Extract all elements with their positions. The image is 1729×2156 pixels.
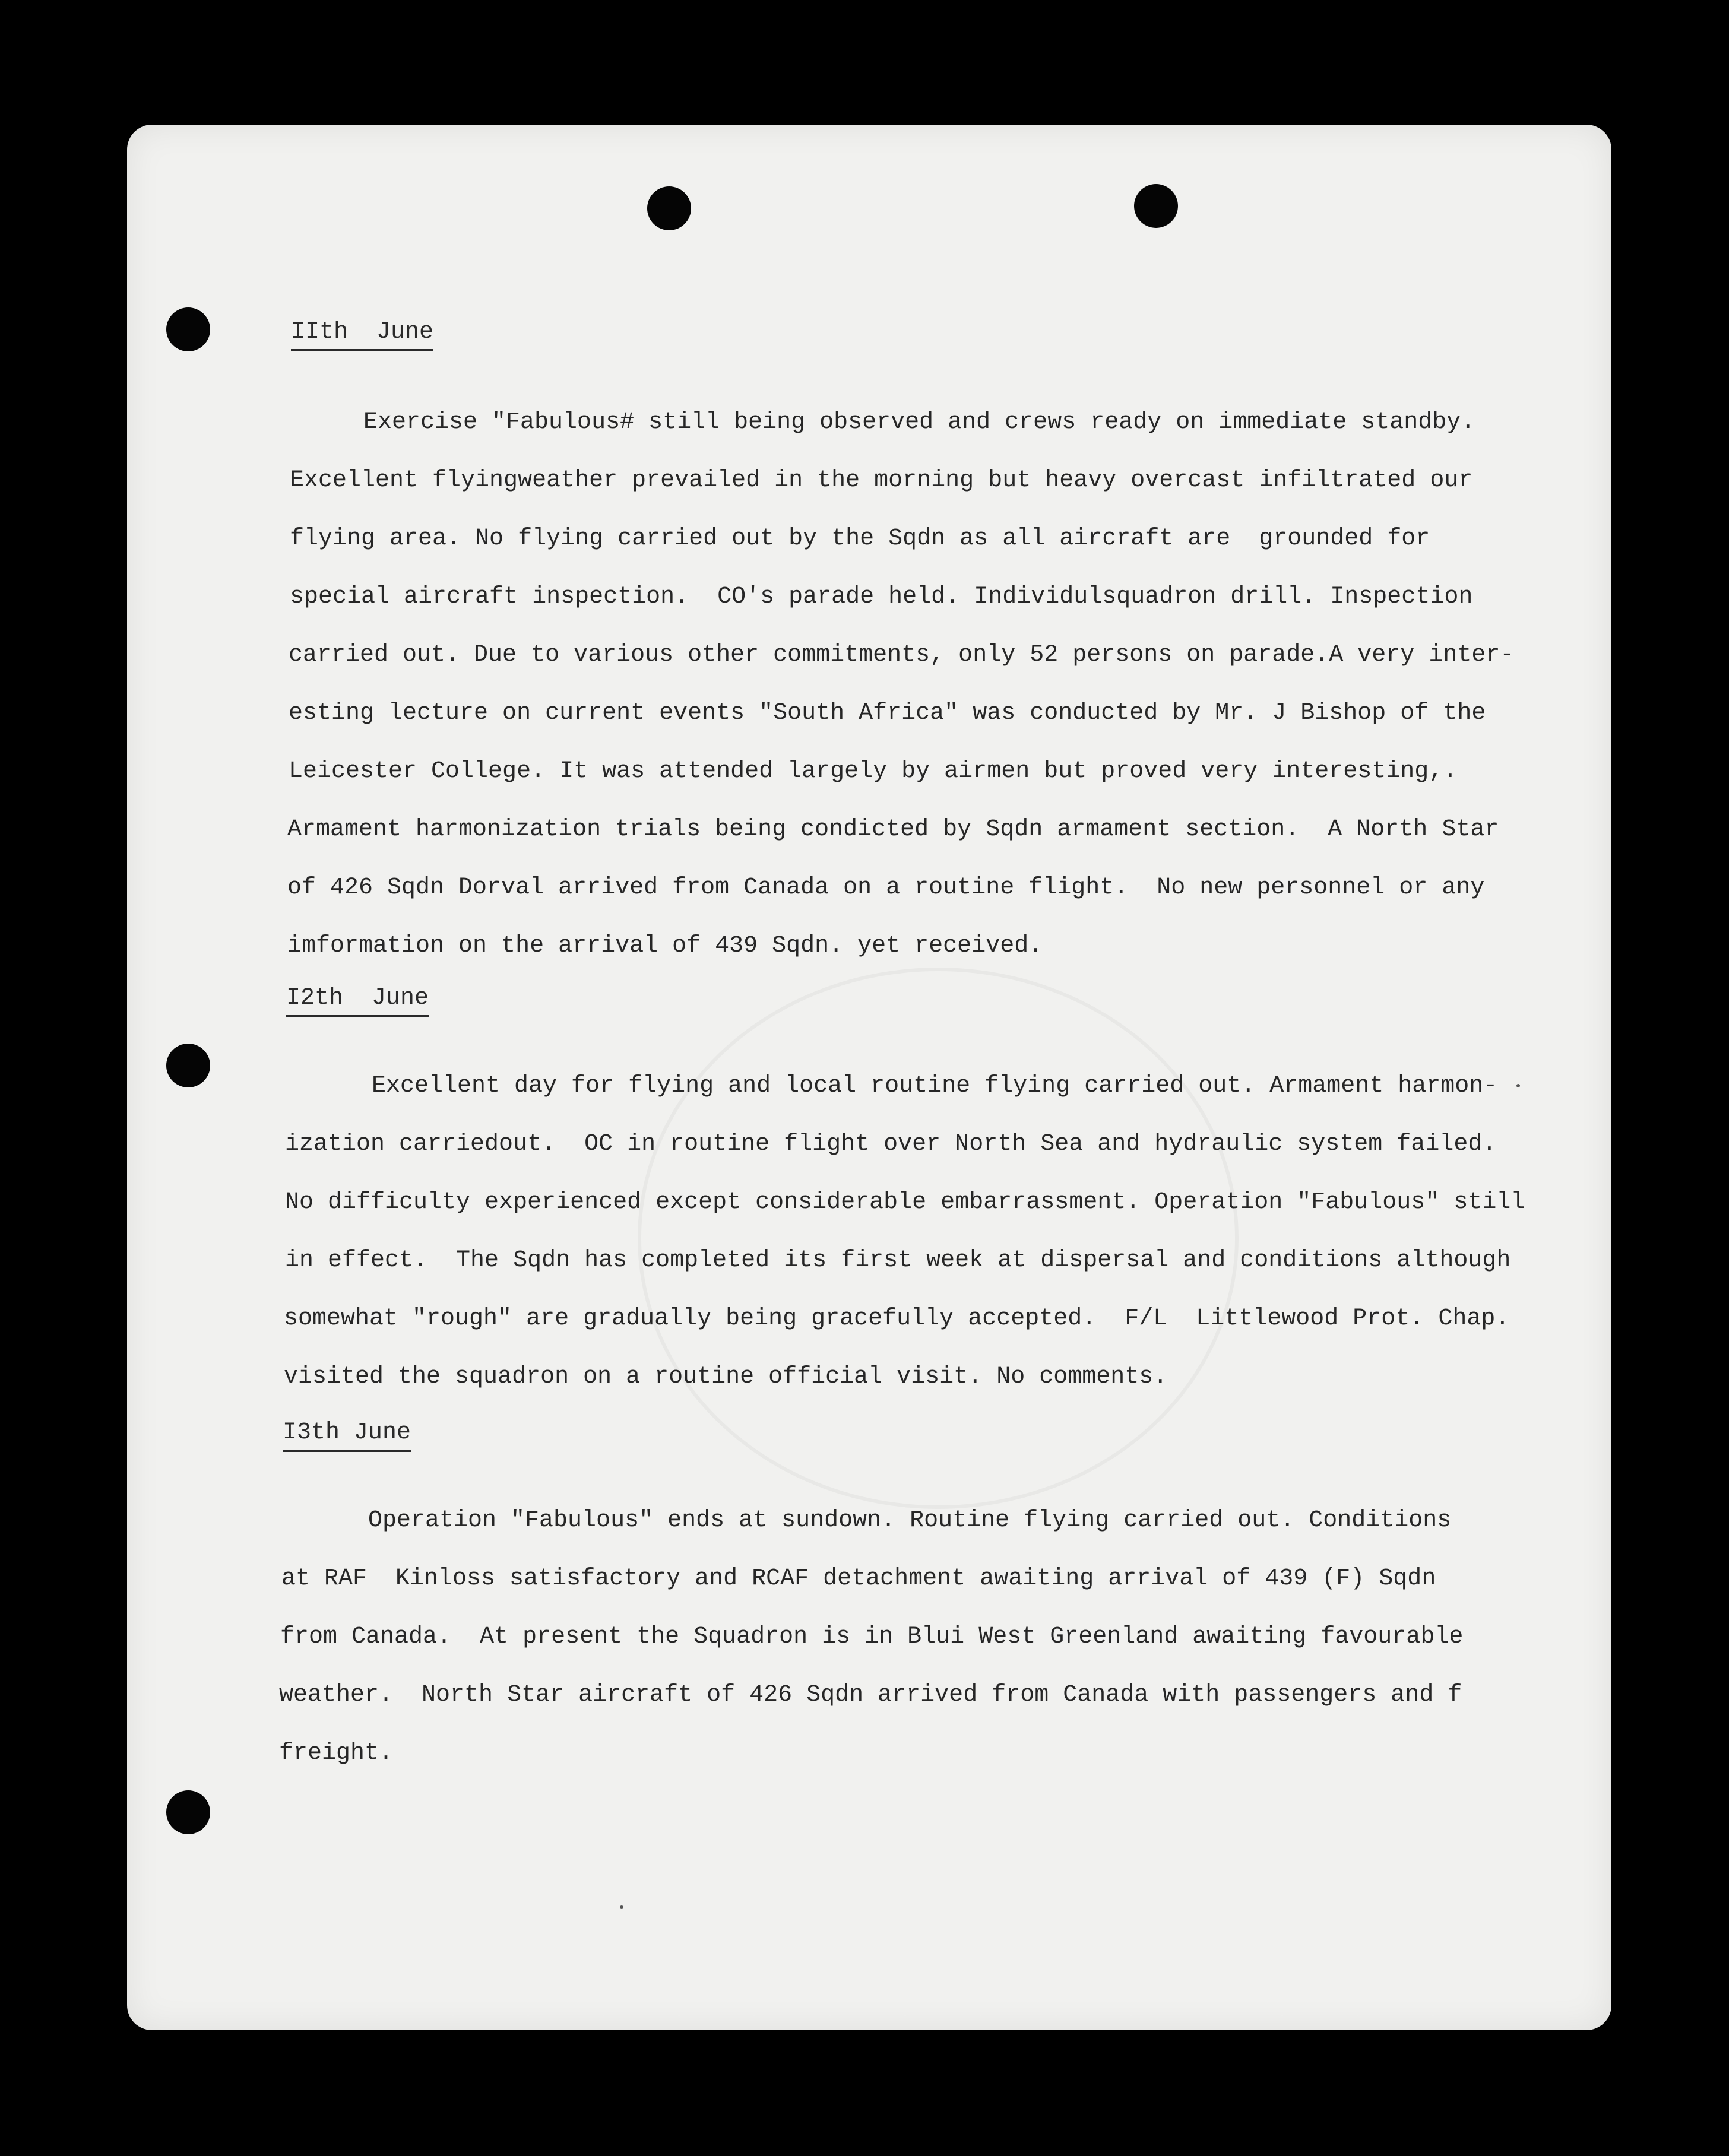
entry-2-line: visited the squadron on a routine official visit. No comments. — [284, 1364, 1168, 1390]
entry-1-line: Armament harmonization trials being condicted by Sqdn armament section. A North Star — [287, 816, 1499, 843]
paper-speck — [1516, 1084, 1520, 1087]
entry-1-line: special aircraft inspection. CO's parade held. Individulsquadron drill. Inspection — [290, 584, 1473, 610]
entry-1-line: of 426 Sqdn Dorval arrived from Canada on a routine flight. No new personnel or any — [287, 874, 1485, 901]
punch-hole-top-right — [1134, 184, 1178, 228]
punch-hole-side-1 — [166, 307, 210, 351]
entry-2-line: ization carriedout. OC in routine flight over North Sea and hydraulic system failed. — [285, 1131, 1497, 1158]
entry-1-line: flying area. No flying carried out by the Sqdn as all aircraft are grounded for — [290, 525, 1430, 552]
entry-date-11th-june: IIth June — [291, 318, 433, 351]
entry-2-line: somewhat "rough" are gradually being gracefully accepted. F/L Littlewood Prot. Chap. — [284, 1305, 1510, 1332]
entry-1-line: Exercise "Fabulous# still being observed and crews ready on immediate standby. — [363, 409, 1475, 436]
entry-1-line: esting lecture on current events "South Africa" was conducted by Mr. J Bishop of the — [289, 700, 1486, 727]
paper-speck — [620, 1905, 623, 1909]
entry-3-line: from Canada. At present the Squadron is in Blui West Greenland awaiting favourable — [280, 1624, 1464, 1650]
entry-date-12th-june: I2th June — [286, 984, 429, 1017]
entry-2-line: in effect. The Sqdn has completed its first week at dispersal and conditions although — [285, 1247, 1511, 1274]
entry-3-line: at RAF Kinloss satisfactory and RCAF detachment awaiting arrival of 439 (F) Sqdn — [281, 1565, 1436, 1592]
faint-seal-watermark — [638, 968, 1239, 1509]
entry-3-line: freight. — [279, 1740, 394, 1767]
entry-1-line: carried out. Due to various other commitments, only 52 persons on parade.A very inter- — [289, 642, 1515, 668]
punch-hole-top-left — [647, 186, 691, 230]
entry-1-line: Leicester College. It was attended largely by airmen but proved very interesting,. — [289, 758, 1458, 785]
entry-2-line: Excellent day for flying and local routine flying carried out. Armament harmon- — [372, 1073, 1498, 1099]
entry-3-line: weather. North Star aircraft of 426 Sqdn arrived from Canada with passengers and f — [279, 1682, 1462, 1708]
entry-date-13th-june: I3th June — [283, 1419, 411, 1452]
punch-hole-side-3 — [166, 1790, 210, 1834]
entry-1-line: Excellent flyingweather prevailed in the morning but heavy overcast infiltrated our — [290, 467, 1473, 494]
entry-1-line: imformation on the arrival of 439 Sqdn. yet received. — [287, 933, 1043, 959]
entry-2-line: No difficulty experienced except considerable embarrassment. Operation "Fabulous" still — [285, 1189, 1525, 1216]
entry-3-line: Operation "Fabulous" ends at sundown. Routine flying carried out. Conditions — [368, 1507, 1452, 1534]
punch-hole-side-2 — [166, 1044, 210, 1087]
document-page — [127, 125, 1611, 2030]
